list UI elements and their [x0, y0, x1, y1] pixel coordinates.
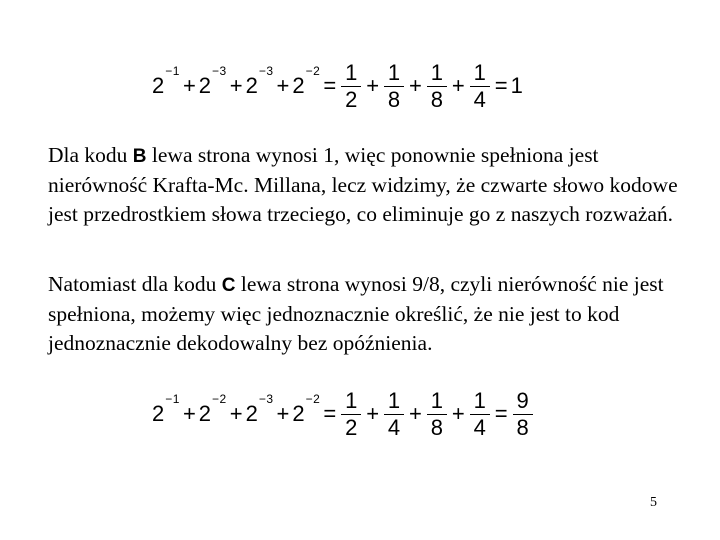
fraction-numerator: 1: [345, 59, 358, 85]
power-term: [245, 64, 274, 98]
power-base: 2: [198, 401, 212, 426]
power-exponent: −1: [165, 392, 180, 406]
plus-sign: +: [276, 73, 290, 98]
fraction-numerator: 1: [430, 387, 444, 413]
fraction-numerator: 1: [345, 387, 358, 413]
power-term: [292, 64, 321, 98]
power-term: [198, 64, 227, 98]
plus-sign: +: [451, 73, 465, 98]
paragraph-text: lewa strona wynosi 1, więc ponownie spełniona jest nierówność Krafta-Mc. Millana, lecz widzimy, że czwarte słowo kodowe jest przedrostkiem słowa trzeciego, co eliminuje go z naszych rozważań.: [48, 143, 678, 226]
fraction: [470, 387, 490, 440]
equals-sign: =: [323, 401, 337, 426]
plus-sign: +: [182, 401, 196, 426]
plus-sign: +: [409, 401, 422, 426]
plus-sign: +: [366, 401, 380, 426]
power-exponent: −3: [258, 392, 274, 406]
power-base: 2: [245, 73, 258, 98]
power-term: [152, 392, 180, 426]
fraction-denominator: 4: [473, 86, 486, 112]
fraction: [470, 59, 490, 112]
fraction-denominator: 4: [473, 414, 486, 440]
equals-sign: =: [323, 73, 337, 98]
fraction-numerator: 1: [473, 59, 486, 85]
equals-sign: =: [494, 73, 508, 98]
power-term: [198, 392, 227, 426]
plus-sign: +: [409, 73, 422, 98]
fraction: [427, 387, 447, 440]
result-fraction: [513, 387, 533, 440]
fraction-denominator: 2: [345, 414, 358, 440]
fraction-numerator: 1: [430, 59, 444, 85]
plus-sign: +: [366, 73, 380, 98]
fraction: [384, 387, 404, 440]
page-number: 5: [650, 495, 657, 510]
fraction: [427, 59, 447, 112]
plus-sign: +: [229, 73, 243, 98]
plus-sign: +: [276, 401, 290, 426]
plus-sign: +: [451, 401, 465, 426]
fraction-denominator: 8: [430, 414, 444, 440]
equals-sign: =: [494, 401, 508, 426]
paragraph-text: Dla kodu: [48, 143, 133, 167]
plus-sign: +: [182, 73, 196, 98]
paragraph-code-b: [48, 141, 678, 229]
power-base: 2: [198, 73, 212, 98]
code-letter: C: [221, 275, 236, 296]
paragraph-text: lewa strona wynosi 9/8, czyli nierówność nie jest spełniona, możemy więc jednoznacznie określić, że nie jest to kod jednoznacznie dekodowalny bez opóźnienia.: [48, 272, 664, 355]
fraction: [384, 59, 404, 112]
fraction-numerator: 1: [473, 387, 486, 413]
power-exponent: −3: [258, 64, 274, 78]
power-exponent: −2: [212, 392, 227, 406]
power-base: 2: [152, 73, 165, 98]
kraft-sum-formula-code-b: [152, 58, 523, 114]
fraction-denominator: 4: [387, 414, 401, 440]
kraft-sum-formula-code-c: [152, 386, 535, 442]
power-exponent: −3: [212, 64, 227, 78]
fraction-numerator: 9: [516, 387, 529, 413]
power-term: [152, 64, 180, 98]
paragraph-text: Natomiast dla kodu: [48, 272, 222, 296]
fraction-denominator: 8: [516, 414, 529, 440]
formula-result: 1: [510, 73, 523, 98]
fraction-denominator: 2: [345, 86, 358, 112]
fraction: [341, 59, 361, 112]
power-term: [292, 392, 321, 426]
power-base: 2: [152, 401, 165, 426]
code-letter: B: [132, 146, 147, 167]
power-exponent: −1: [165, 64, 180, 78]
power-base: 2: [245, 401, 258, 426]
fraction-numerator: 1: [387, 59, 401, 85]
power-term: [245, 392, 274, 426]
power-exponent: −2: [305, 392, 321, 406]
fraction-numerator: 1: [387, 387, 401, 413]
plus-sign: +: [229, 401, 243, 426]
power-exponent: −2: [305, 64, 321, 78]
fraction-denominator: 8: [430, 86, 444, 112]
power-base: 2: [292, 401, 305, 426]
fraction-denominator: 8: [387, 86, 401, 112]
paragraph-code-c: [48, 270, 678, 358]
fraction: [341, 387, 361, 440]
power-base: 2: [292, 73, 305, 98]
